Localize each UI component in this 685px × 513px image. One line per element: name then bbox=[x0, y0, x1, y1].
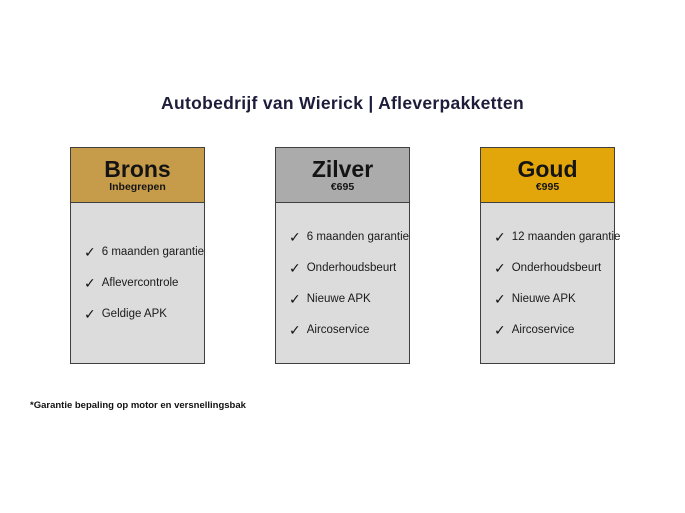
check-icon: ✓ bbox=[84, 275, 96, 291]
feature-label: 6 maanden garantie bbox=[101, 246, 205, 258]
check-icon: ✓ bbox=[289, 228, 301, 245]
package-card-zilver bbox=[275, 147, 410, 364]
feature-label: Onderhoudsbeurt bbox=[306, 261, 397, 274]
package-header-brons bbox=[71, 148, 204, 203]
feature-label: Aircoservice bbox=[306, 323, 370, 336]
check-icon: ✓ bbox=[494, 290, 506, 307]
feature-label: Aflevercontrole bbox=[101, 277, 179, 289]
feature-label: Nieuwe APK bbox=[306, 292, 371, 305]
feature-list bbox=[481, 203, 621, 363]
check-icon: ✓ bbox=[494, 259, 506, 276]
feature-item bbox=[289, 228, 410, 245]
package-cards-row bbox=[70, 147, 621, 364]
feature-item bbox=[494, 228, 621, 245]
package-name: Zilver bbox=[311, 156, 374, 182]
check-icon: ✓ bbox=[289, 321, 301, 338]
package-header-goud bbox=[481, 148, 614, 203]
package-price: €995 bbox=[535, 181, 560, 193]
check-icon: ✓ bbox=[289, 290, 301, 307]
check-icon: ✓ bbox=[84, 244, 96, 260]
feature-label: Aircoservice bbox=[511, 323, 575, 336]
feature-item bbox=[84, 276, 200, 290]
package-price: Inbegrepen bbox=[109, 181, 166, 193]
package-card-goud bbox=[480, 147, 621, 364]
check-icon: ✓ bbox=[494, 228, 506, 245]
package-card-brons bbox=[70, 147, 205, 364]
feature-list bbox=[276, 203, 409, 363]
feature-label: Nieuwe APK bbox=[511, 292, 576, 305]
package-price: €695 bbox=[330, 181, 355, 193]
feature-item bbox=[289, 292, 405, 306]
feature-item bbox=[494, 261, 610, 275]
package-name: Goud bbox=[517, 156, 578, 182]
check-icon: ✓ bbox=[494, 321, 506, 338]
feature-item bbox=[289, 323, 405, 337]
feature-label: Onderhoudsbeurt bbox=[511, 261, 602, 274]
feature-label: 12 maanden garantie bbox=[511, 230, 621, 243]
feature-item bbox=[84, 307, 200, 321]
feature-label: Geldige APK bbox=[101, 308, 167, 320]
feature-list bbox=[71, 203, 204, 363]
check-icon: ✓ bbox=[84, 306, 96, 322]
package-name: Brons bbox=[104, 156, 171, 182]
package-header-zilver bbox=[276, 148, 409, 203]
feature-item bbox=[289, 261, 405, 275]
check-icon: ✓ bbox=[289, 259, 301, 276]
feature-item bbox=[84, 244, 205, 260]
page-title: Autobedrijf van Wierick | Afleverpakketten bbox=[161, 93, 524, 113]
footnote: *Garantie bepaling op motor en versnellingsbak bbox=[30, 400, 246, 411]
feature-label: 6 maanden garantie bbox=[306, 230, 410, 243]
feature-item bbox=[494, 323, 610, 337]
feature-item bbox=[494, 292, 610, 306]
